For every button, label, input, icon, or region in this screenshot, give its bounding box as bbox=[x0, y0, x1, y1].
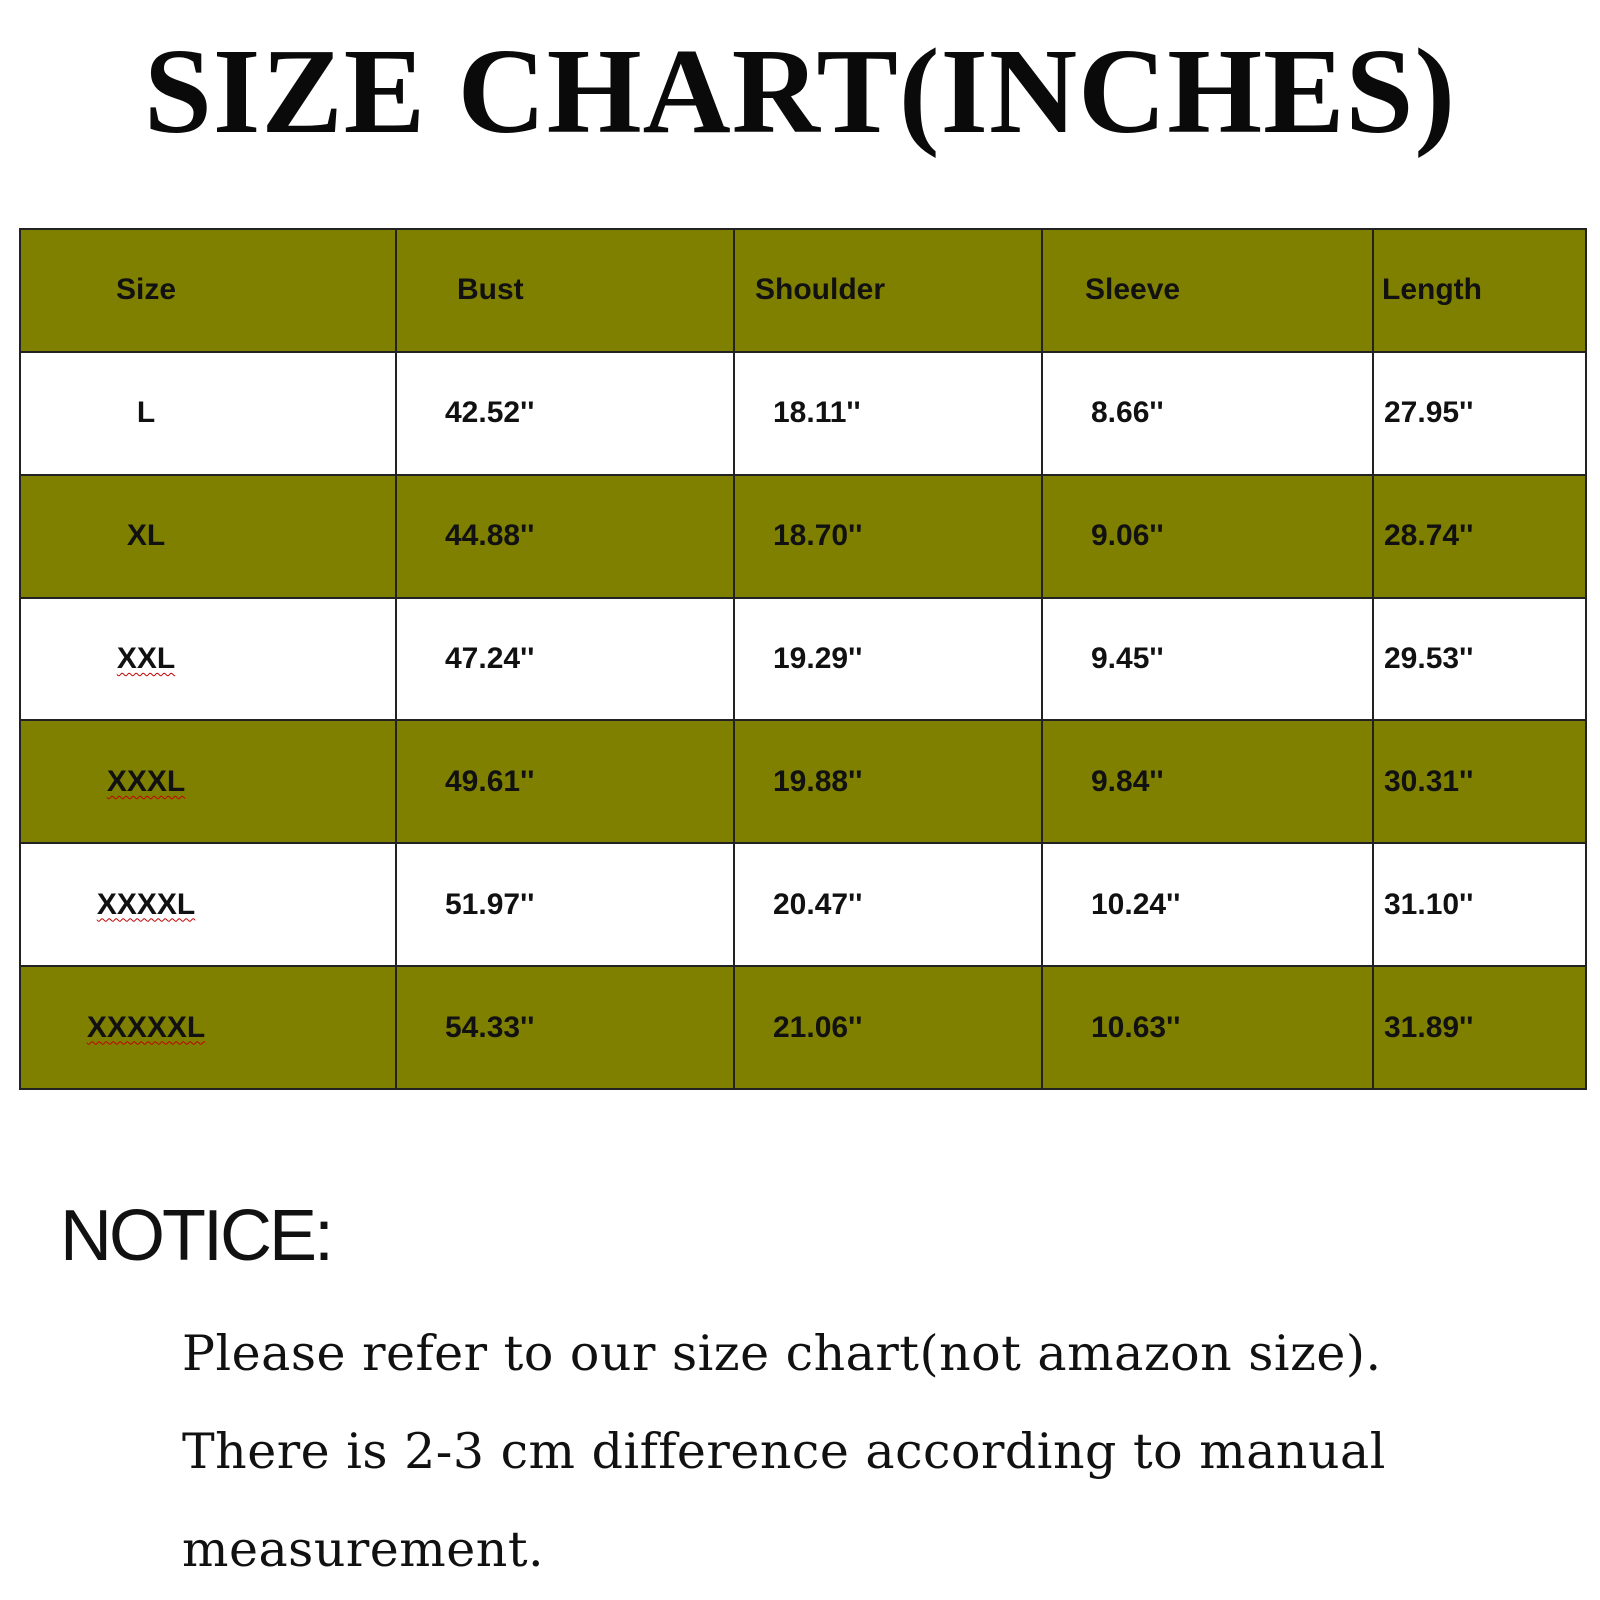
bust-cell: 42.52'' bbox=[396, 352, 734, 475]
size-chart-table bbox=[19, 228, 1587, 1090]
sleeve-cell: 9.84'' bbox=[1042, 720, 1373, 843]
sleeve-cell: 9.06'' bbox=[1042, 475, 1373, 598]
notice-text bbox=[182, 1305, 1582, 1599]
sleeve-cell: 10.24'' bbox=[1042, 843, 1373, 966]
table-row bbox=[20, 475, 1586, 598]
length-cell: 31.10'' bbox=[1373, 843, 1586, 966]
shoulder-cell: 18.70'' bbox=[734, 475, 1042, 598]
table-row bbox=[20, 598, 1586, 721]
size-cell: XXXL bbox=[20, 720, 396, 843]
table-row bbox=[20, 843, 1586, 966]
shoulder-cell: 20.47'' bbox=[734, 843, 1042, 966]
header-length: Length bbox=[1373, 229, 1586, 352]
notice-line: measurement. bbox=[182, 1521, 545, 1578]
header-size: Size bbox=[20, 229, 396, 352]
bust-cell: 49.61'' bbox=[396, 720, 734, 843]
length-cell: 31.89'' bbox=[1373, 966, 1586, 1089]
notice-line: There is 2-3 cm difference according to manual bbox=[182, 1423, 1386, 1480]
bust-cell: 51.97'' bbox=[396, 843, 734, 966]
table-row bbox=[20, 720, 1586, 843]
table-header-row bbox=[20, 229, 1586, 352]
bust-cell: 47.24'' bbox=[396, 598, 734, 721]
table-row bbox=[20, 352, 1586, 475]
header-sleeve: Sleeve bbox=[1042, 229, 1373, 352]
size-cell: XXXXXL bbox=[20, 966, 396, 1089]
bust-cell: 54.33'' bbox=[396, 966, 734, 1089]
length-cell: 30.31'' bbox=[1373, 720, 1586, 843]
shoulder-cell: 19.29'' bbox=[734, 598, 1042, 721]
length-cell: 29.53'' bbox=[1373, 598, 1586, 721]
sleeve-cell: 8.66'' bbox=[1042, 352, 1373, 475]
length-cell: 27.95'' bbox=[1373, 352, 1586, 475]
table-row bbox=[20, 966, 1586, 1089]
size-cell: XXXXL bbox=[20, 843, 396, 966]
sleeve-cell: 10.63'' bbox=[1042, 966, 1373, 1089]
header-bust: Bust bbox=[396, 229, 734, 352]
length-cell: 28.74'' bbox=[1373, 475, 1586, 598]
size-cell: XL bbox=[20, 475, 396, 598]
shoulder-cell: 21.06'' bbox=[734, 966, 1042, 1089]
shoulder-cell: 19.88'' bbox=[734, 720, 1042, 843]
page-title: SIZE CHART(INCHES) bbox=[144, 24, 1456, 159]
notice-line: Please refer to our size chart(not amazon size). bbox=[182, 1325, 1382, 1382]
notice-heading: NOTICE: bbox=[60, 1196, 332, 1276]
bust-cell: 44.88'' bbox=[396, 475, 734, 598]
sleeve-cell: 9.45'' bbox=[1042, 598, 1373, 721]
size-cell: XXL bbox=[20, 598, 396, 721]
size-cell: L bbox=[20, 352, 396, 475]
shoulder-cell: 18.11'' bbox=[734, 352, 1042, 475]
header-shoulder: Shoulder bbox=[734, 229, 1042, 352]
